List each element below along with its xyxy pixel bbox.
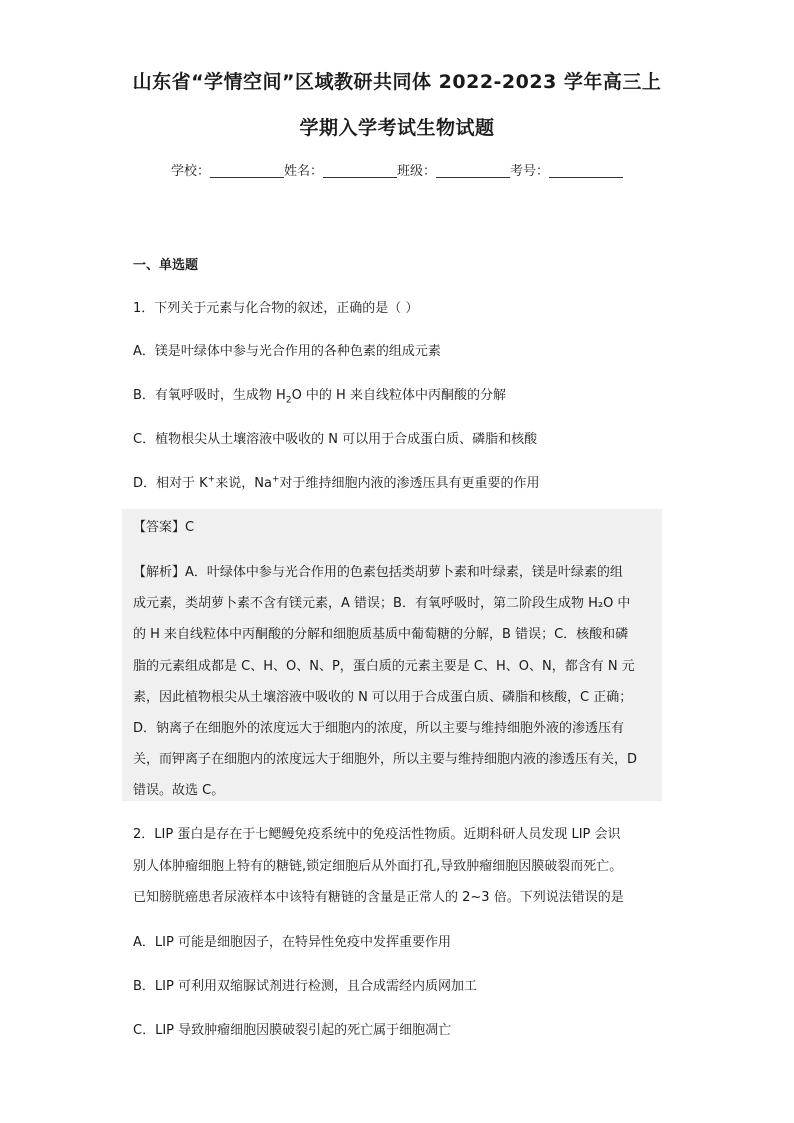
section-heading: 一、单选题 xyxy=(133,258,199,273)
school-label: 学校： xyxy=(170,164,210,179)
q1-analysis-line: 成元素，类胡萝卜素不含有镁元素，A 错误；B．有氧呼吸时，第二阶段生成物 H₂O 中 xyxy=(133,596,631,611)
q2-stem-line: 别人体肿瘤细胞上特有的糖链,锁定细胞后从外面打孔,导致肿瘤细胞因膜破裂而死亡。 xyxy=(133,859,623,874)
q2-option-b: B．LIP 可利用双缩脲试剂进行检测，且合成需经内质网加工 xyxy=(133,979,477,994)
q1-option-a: A．镁是叶绿体中参与光合作用的各种色素的组成元素 xyxy=(133,344,441,359)
q2-stem-line: 已知膀胱癌患者尿液样本中该特有糖链的含量是正常人的 2~3 倍。下列说法错误的是 xyxy=(133,890,624,905)
q1-option-d-part2: 来说，Na xyxy=(215,476,272,491)
q2-stem-line: 2．LIP 蛋白是存在于七鳃鳗免疫系统中的免疫活性物质。近期科研人员发现 LIP 会识 xyxy=(133,827,621,842)
class-blank[interactable] xyxy=(436,163,510,178)
q1-analysis-line: 【解析】A．叶绿体中参与光合作用的色素包括类胡萝卜素和叶绿素，镁是叶绿素的组 xyxy=(133,565,623,580)
q1-option-d xyxy=(133,472,539,491)
q1-option-b-subscript: 2 xyxy=(285,395,292,406)
q1-stem: 1．下列关于元素与化合物的叙述，正确的是（ ） xyxy=(133,301,419,316)
title-line-2: 学期入学考试生物试题 xyxy=(299,117,495,139)
exam-no-blank[interactable] xyxy=(549,163,623,178)
q1-option-b-part1: B．有氧呼吸时，生成物 H xyxy=(133,388,286,403)
exam-no-label: 考号： xyxy=(510,164,550,179)
name-blank[interactable] xyxy=(323,163,397,178)
q1-option-c: C．植物根尖从土壤溶液中吸收的 N 可以用于合成蛋白质、磷脂和核酸 xyxy=(133,432,538,447)
q1-analysis-line: D．钠离子在细胞外的浓度远大于细胞内的浓度，所以主要与维持细胞外液的渗透压有 xyxy=(133,721,625,736)
student-info-row xyxy=(0,160,794,179)
q1-option-b-part2: O 中的 H 来自线粒体中丙酮酸的分解 xyxy=(291,388,506,403)
q1-analysis-line: 错误。故选 C。 xyxy=(133,783,225,798)
q1-option-d-part3: 对于维持细胞内液的渗透压具有更重要的作用 xyxy=(279,476,540,491)
school-blank[interactable] xyxy=(210,163,284,178)
q1-option-d-sup1: + xyxy=(207,474,216,485)
q1-analysis-line: 关，而钾离子在细胞内的浓度远大于细胞外，所以主要与维持细胞内液的渗透压有关，D xyxy=(133,752,638,767)
q1-analysis-line: 脂的元素组成都是 C、H、O、N、P，蛋白质的元素主要是 C、H、O、N，都含有 N 元 xyxy=(133,659,635,674)
q1-analysis-line: 的 H 来自线粒体中丙酮酸的分解和细胞质基质中葡萄糖的分解，B 错误；C．核酸和磷 xyxy=(133,627,629,642)
name-label: 姓名： xyxy=(283,164,323,179)
q1-option-d-part1: D．相对于 K xyxy=(133,476,208,491)
q1-option-b xyxy=(133,384,506,406)
q1-answer: 【答案】C xyxy=(133,520,195,535)
class-label: 班级： xyxy=(397,164,437,179)
q1-option-d-sup2: + xyxy=(271,474,280,485)
q2-option-c: C．LIP 导致肿瘤细胞因膜破裂引起的死亡属于细胞凋亡 xyxy=(133,1023,452,1038)
title-line-1: 山东省“学情空间”区域教研共同体 2022-2023 学年高三上 xyxy=(132,71,662,93)
q1-analysis-line: 素，因此植物根尖从土壤溶液中吸收的 N 可以用于合成蛋白质、磷脂和核酸，C 正确； xyxy=(133,690,633,705)
q2-option-a: A．LIP 可能是细胞因子，在特异性免疫中发挥重要作用 xyxy=(133,935,451,950)
